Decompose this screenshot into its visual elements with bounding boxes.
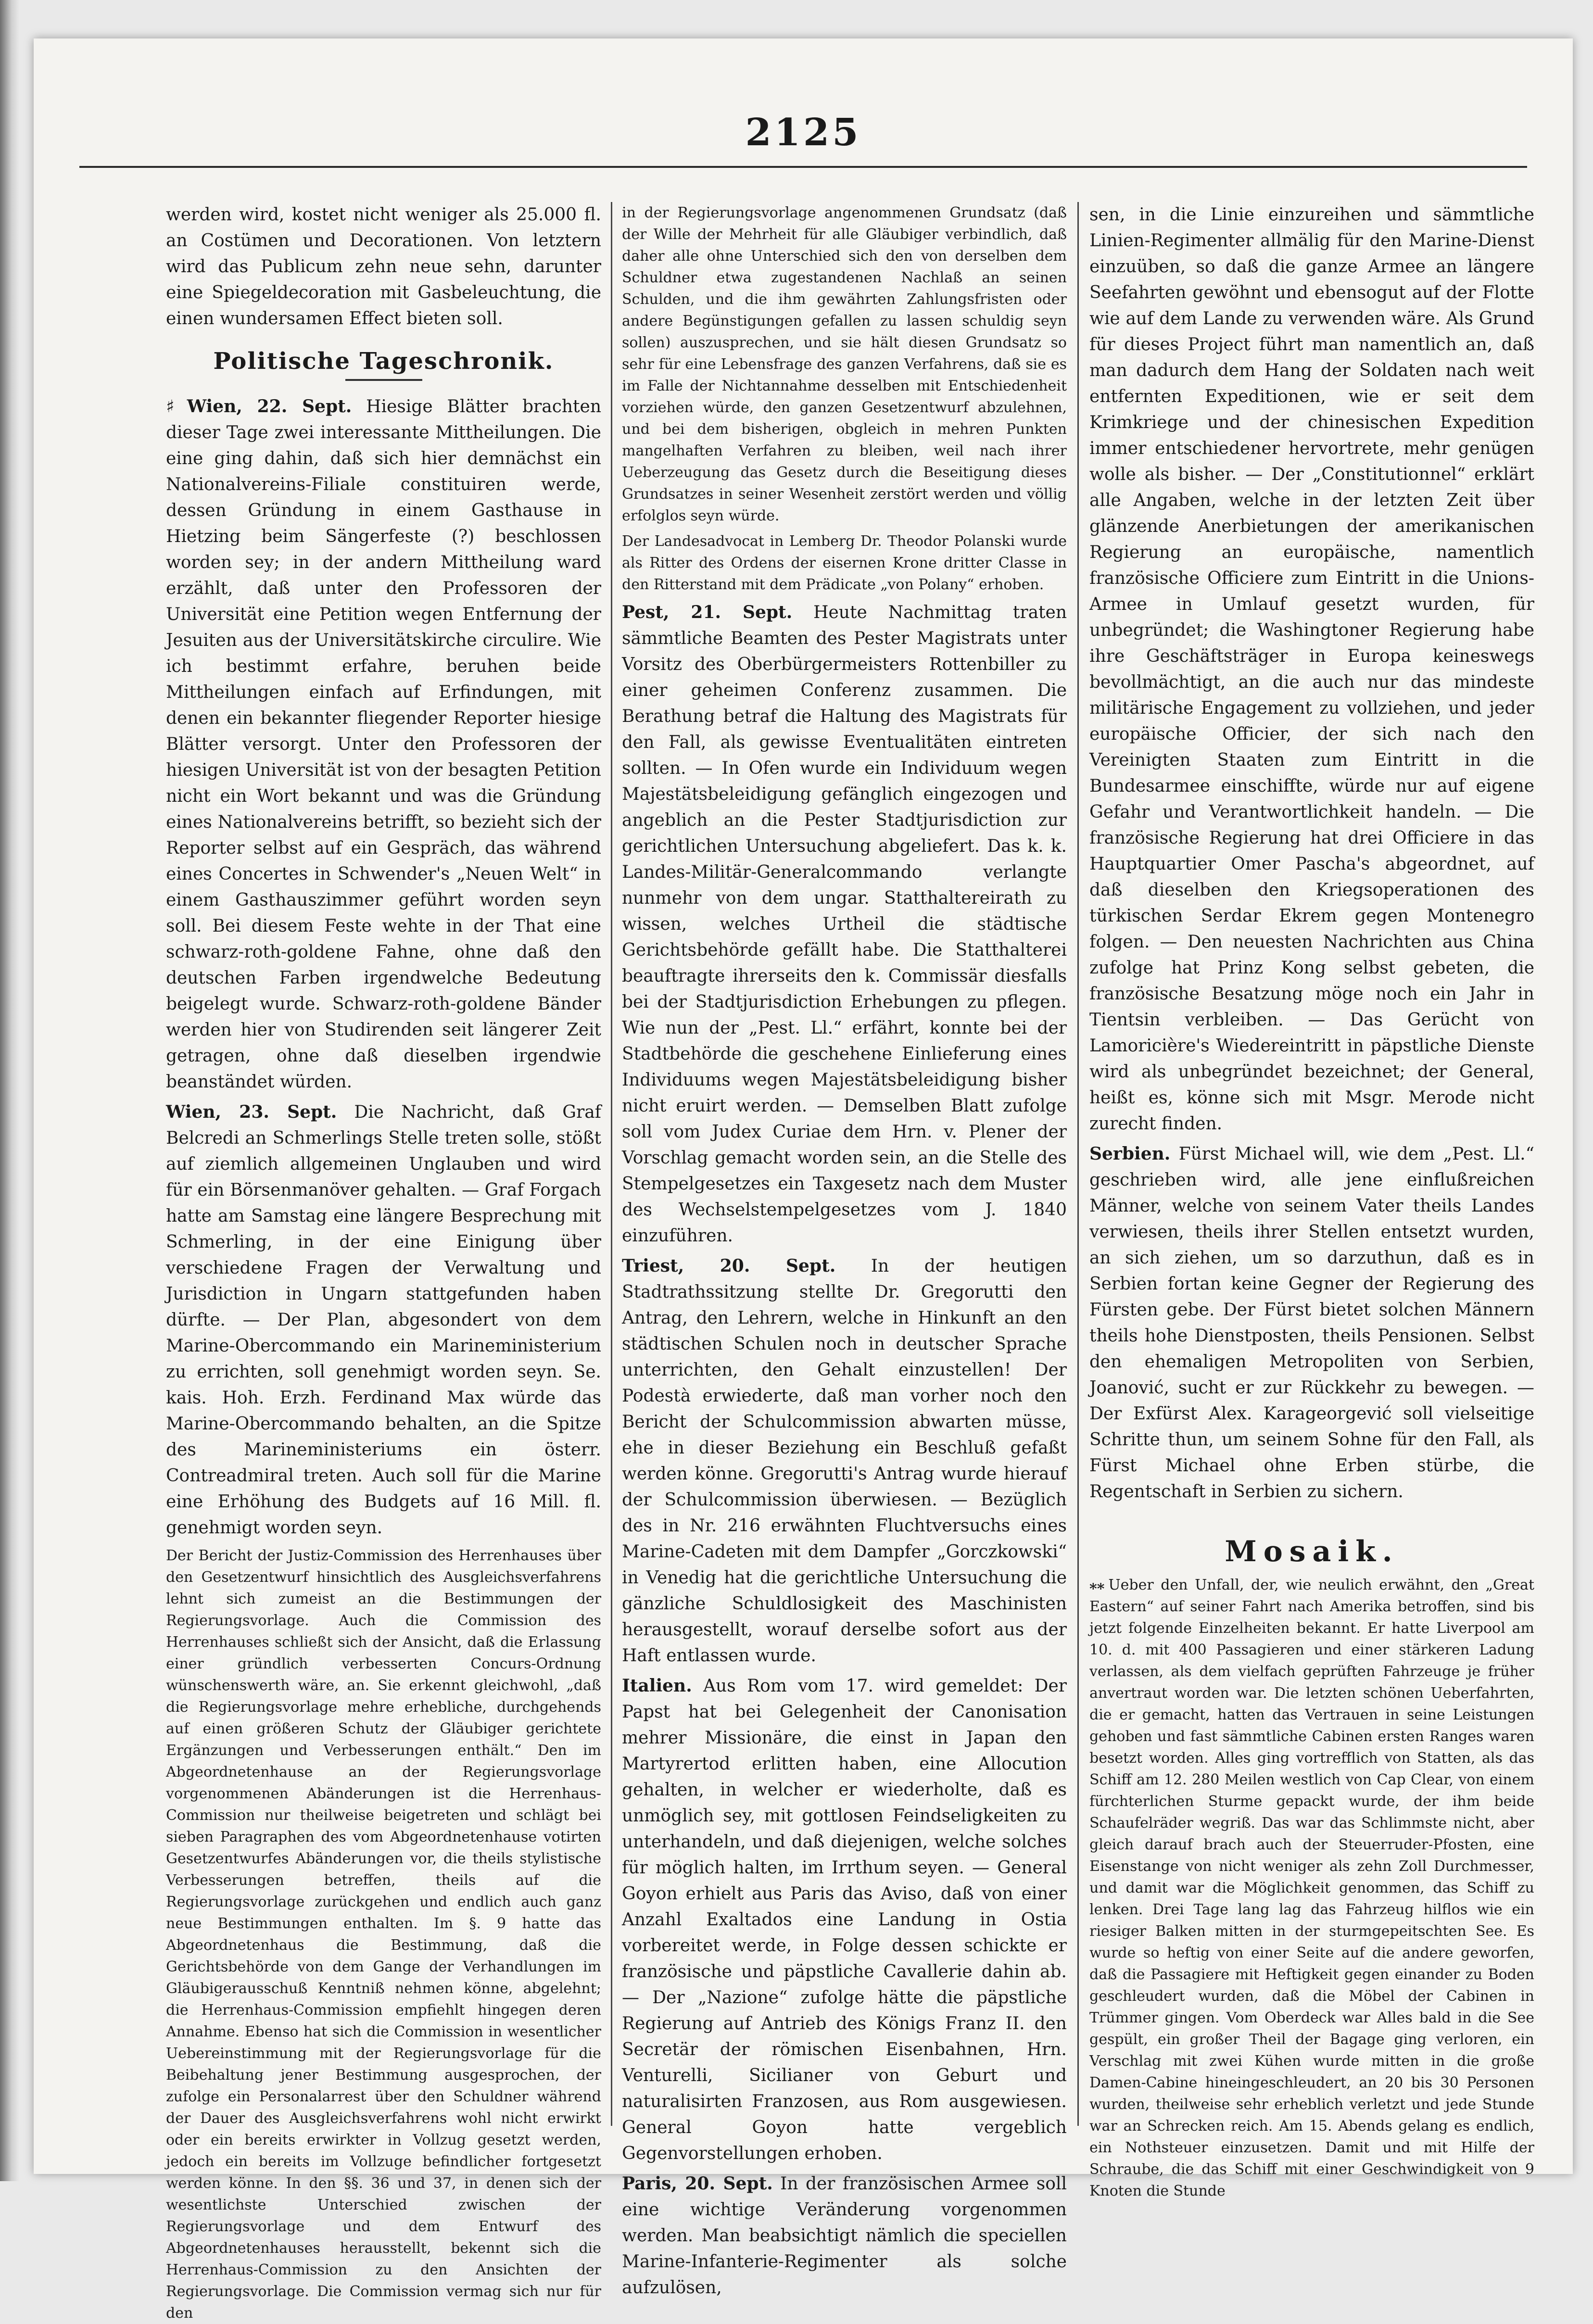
article-justice-commission: Der Bericht der Justiz-Commission des Herrenhauses über den Gesetzentwurf hinsichtlich des Ausgleichsverfahrens lehnt sich zumeist an die Bestimmungen der Regierungsvorlage. Auch die Commission des Herrenhauses schließt sich der Ansicht, daß die Erlassung einer gründlich verbesserten Concurs-Ordnung wünschenswerth wäre, an. Sie erkennt gleichwohl, „daß die Regierungsvorlage mehre erhebliche, durchgehends auf einen größeren Schutz der Gläubiger gerichtete Ergänzungen und Verbesserungen enthält.“ Den im Abgeordnetenhause an der Regierungsvorlage vorgenommenen Abänderungen ist die Herrenhaus-Commission nur theilweise beigetreten und schlägt bei sieben Paragraphen des vom Abgeordnetenhause votirten Gesetzentwurfes Abänderungen vor, die theils stylistische Verbesserungen betreffen, theils auf die Regierungsvorlage zurückgehen und endlich auch ganz neue Bestimmungen enthalten. Im §. 9 hatte das Abgeordnetenhaus die Bestimmung, daß die Gerichtsbehörde von dem Gange der Verhandlungen im Gläubigerausschuß Kenntniß nehmen könne, abgelehnt; die Herrenhaus-Commission empfiehlt hingegen deren Annahme. Ebenso hat sich die Commission in wesentlicher Uebereinstimmung mit der Regierungsvorlage für die Beibehaltung jener Bestimmung ausgesprochen, der zufolge ein Personalarrest über den Schuldner während der Dauer des Ausgleichsverfahrens wohl nicht erwirkt oder ein bereits erwirkter in Vollzug gesetzt werden, jedoch ein bereits im Vollzuge befindlicher fortgesetzt werden könne. In den §§. 36 und 37, in denen sich der wesentlichste Unterschied zwischen der Regierungsvorlage und dem Entwurf des Abgeordnetenhauses herausstellt, bekennt sich die Herrenhaus-Commission zu den Ansichten der Regierungsvorlage. Die Commission vermag sich nur für den <box>166 1547 601 2322</box>
column-3 <box>1089 202 1535 2199</box>
article-wien-22 <box>166 393 601 1095</box>
correspondent-mark: ♯ <box>166 396 183 417</box>
article-body: Aus Rom vom 17. wird gemeldet: Der Papst hat bei Gelegenheit der Canonisation mehrer Missionäre, die einst in Japan den Martyrertod erlitten haben, eine Allocution gehalten, in welcher er wiederholte, daß es unmöglich sey, mit gottlosen Feindseligkeiten zu unterhandeln, und daß diejenigen, welche solches für möglich halten, im Irrthum seyen. — General Goyon erhielt aus Paris das Aviso, daß von einer Anzahl Exaltados eine Landung in Ostia vorbereitet werde, in Folge dessen schickte er französische und päpstliche Cavallerie dahin ab. — Der „Nazione“ zufolge hätte die päpstliche Regierung auf Antrieb des Königs Franz II. den Secretär der römischen Eisenbahnen, Hrn. Venturelli, Sicilianer von Geburt und naturalisirten Franzosen, aus Rom ausgewiesen. General Goyon hatte vergeblich Gegenvorstellungen erhoben. <box>622 1676 1067 2163</box>
asterism-mark: ⁎⁎ <box>1089 1577 1105 1593</box>
article-body: In der heutigen Stadtrathssitzung stellte Dr. Gregorutti den Antrag, den Lehrern, welche in Hinkunft an den städtischen Schulen noch in deutscher Sprache unterrichten, den Gehalt einzustellen! Der Podestà erwiederte, daß man vorher noch den Bericht der Schulcommission abwarten müsse, ehe in dieser Beziehung ein Beschluß gefaßt werden könne. Gregorutti's Antrag wurde hierauf der Schulcommission überwiesen. — Bezüglich des in Nr. 216 erwähnten Fluchtversuchs eines Marine-Cadeten mit dem Dampfer „Gorczkowski“ in Venedig hat die gerichtliche Untersuchung die gänzliche Schuldlosigkeit des Maschinisten herausgestellt, worauf derselbe sofort aus der Haft entlassen wurde. <box>622 1256 1067 1666</box>
article-italien <box>622 1673 1067 2167</box>
page-number: 2125 <box>745 111 861 154</box>
article-justice-commission-continued: in der Regierungsvorlage angenommenen Grundsatz (daß der Wille der Mehrheit für alle Gläubiger verbindlich, daß daher alle ohne Unterschied sich den von derselben dem Schuldner etwa zugestandenen Nachlaß an seinen Schulden, und die ihm gewährten Zahlungsfristen oder andere Begünstigungen gefallen zu lassen schuldig seyn sollen) auszusprechen, und sie hält diesen Grundsatz so sehr für eine Lebensfrage des ganzen Verfahrens, daß sie es im Falle der Nichtannahme desselben mit Entschiedenheit vorziehen würde, den ganzen Gesetzentwurf abzulehnen, und bei dem bisherigen, obgleich in mehren Punkten mangelhaften Verfahren zu bleiben, weil nach ihrer Ueberzeugung das Gesetz durch die Beseitigung dieses Grundsatzes in seiner Wesenheit zerstört werden und völlig erfolglos seyn würde. <box>622 204 1067 524</box>
section-title-politics: Politische Tageschronik. <box>213 348 554 375</box>
article-body: Heute Nachmittag traten sämmtliche Beamten des Pester Magistrats unter Vorsitz des Oberbürgermeisters Rottenbiller zu einer geheimen Conferenz zusammen. Die Berathung betraf die Haltung des Magistrats für den Fall, als gewisse Eventualitäten eintreten sollten. — In Ofen wurde ein Individuum wegen Majestätsbeleidigung gefänglich eingezogen und angeblich an die Pester Stadtjurisdiction zur gerichtlichen Untersuchung abgeliefert. Das k. k. Landes-Militär-Generalcommando verlangte nunmehr von dem ungar. Statthaltereirath zu wissen, welches Urtheil die städtische Gerichtsbehörde gefällt habe. Die Statthalterei beauftragte ihrerseits den k. Commissär diesfalls bei der Stadtjurisdiction Erhebungen zu pflegen. Wie nun der „Pest. Ll.“ erfährt, konnte bei der Stadtbehörde die geschehene Einlieferung eines Individuums wegen Majestätsbeleidigung bisher nicht eruirt werden. — Demselben Blatt zufolge soll vom Judex Curiae dem Hrn. v. Plener der Vorschlag gemacht worden sein, an die Stelle des Stempelgesetzes ein Taxgesetz nach dem Muster des Wechselstempelgesetzes vom J. 1840 einzuführen. <box>622 603 1067 1246</box>
newspaper-page <box>34 38 1573 2322</box>
scan-edge-shadow <box>0 0 19 2181</box>
article-paris <box>622 2171 1067 2301</box>
section-title-mosaik: Mosaik. <box>1225 1535 1399 1568</box>
header-rule <box>79 166 1527 168</box>
article-great-eastern <box>1089 1574 1534 2202</box>
dateline: Triest, 20. Sept. <box>622 1256 836 1276</box>
article-body: In der französischen Armee soll eine wichtige Veränderung vorgenommen werden. Man beabsichtigt nämlich die speciellen Marine-Infanterie-Regimenter als solche aufzulösen, <box>622 2174 1067 2298</box>
article-serbien <box>1089 1141 1534 1505</box>
article-triest <box>622 1253 1067 1669</box>
theatre-intro-paragraph: werden wird, kostet nicht weniger als 25.000 fl. an Costümen und Decorationen. Von letztern wird das Publicum zehn neue sehn, darunter eine Spiegeldecoration mit Gasbeleuchtung, die einen wundersamen Effect bieten soll. <box>166 205 601 328</box>
dateline: Wien, 23. Sept. <box>166 1102 337 1122</box>
dateline: Paris, 20. Sept. <box>622 2173 773 2194</box>
article-pest <box>622 599 1067 1249</box>
article-paris-continued: sen, in die Linie einzureihen und sämmtliche Linien-Regimenter allmälig für den Marine-Dienst einzuüben, so daß die ganze Armee an längere Seefahrten gewöhnt und ebensogut auf der Flotte wie auf dem Lande zu verwenden wäre. Als Grund für dieses Project führt man namentlich an, daß man dadurch dem Hang der Soldaten nach weit entfernten Expeditionen, wie er seit dem Krimkriege und der chinesischen Expedition immer entschiedener hervortrete, mehr genügen wolle als bisher. — Der „Constitutionnel“ erklärt alle Angaben, welche in der letzten Zeit über glänzende Anerbietungen der amerikanischen Regierung an europäische, namentlich französische Officiere zum Eintritt in die Unions-Armee in Umlauf gesetzt wurden, für unbegründet; die Washingtoner Regierung habe ihre Geschäftsträger in Europa keineswegs bevollmächtigt, an die auch nur das mindeste militärische Engagement zu vollziehen, und jeder europäische Officier, der sich nach den Vereinigten Staaten zum Eintritt in die Bundesarmee einschiffte, würde nur auf eigene Gefahr und Verantwortlichkeit handeln. — Die französische Regierung hat drei Officiere in das Hauptquartier Omer Pascha's abgeordnet, auf daß dieselben den Kriegsoperationen des türkischen Serdar Ekrem gegen Montenegro folgen. — Den neuesten Nachrichten aus China zufolge hat Prinz Kong selbst gebeten, die französische Besatzung möge noch ein Jahr in Tientsin verbleiben. — Das Gerücht von Lamoricière's Wiedereintritt in päpstliche Dienste wird als unbegründet bezeichnet; der General, heißt es, könne sich mit Msgr. Merode nicht zurecht finden. <box>1089 205 1534 1134</box>
article-body: Die Nachricht, daß Graf Belcredi an Schmerlings Stelle treten solle, stößt auf ziemlich allgemeinen Unglauben und wird für ein Börsenmanöver gehalten. — Graf Forgach hatte am Samstag eine längere Besprechung mit Schmerling, in der eine Einigung über verschiedene Fragen der Verwaltung und Jurisdiction in Ungarn stattgefunden haben dürfte. — Der Plan, abgesondert von dem Marine-Obercommando ein Marineministerium zu errichten, soll genehmigt worden seyn. Se. kais. Hoh. Erzh. Ferdinand Max würde das Marine-Obercommando behalten, an die Spitze des Marineministeriums ein österr. Contreadmiral treten. Auch soll für die Marine eine Erhöhung des Budgets auf 16 Mill. fl. genehmigt worden seyn. <box>166 1102 601 1538</box>
article-body: Fürst Michael will, wie dem „Pest. Ll.“ geschrieben wird, alle jene einflußreichen Männer, welche von seinem Vater theils Landes verwiesen, theils ihrer Stellen entsetzt wurden, an sich ziehen, um so darzuthun, daß es in Serbien fortan keine Gegner der Regierung des Fürsten gebe. Der Fürst bietet solchen Männern theils hohe Dienstposten, theils Pensionen. Selbst den ehemaligen Metropoliten von Serbien, Joanović, sucht er zur Rückkehr zu bewegen. — Der Exfürst Alex. Karageorgević soll vielseitige Schritte thun, um seinem Sohne für den Fall, als Fürst Michael ohne Erben stürbe, die Regentschaft in Serbien zu sichern. <box>1089 1144 1535 1502</box>
column-divider-1 <box>611 202 612 2126</box>
article-body: Ueber den Unfall, der, wie neulich erwähnt, den „Great Eastern“ auf seiner Fahrt nach Amerika betroffen, sind bis jetzt folgende Einzelheiten bekannt. Er hatte Liverpool am 10. d. mit 400 Passagieren und einer stärkeren Ladung verlassen, als dem vielfach geprüften Fahrzeuge je früher anvertraut worden war. Die letzten schönen Ueberfahrten, die er gemacht, hatten das Vertrauen in seine Leistungen gehoben und fast sämmtliche Cabinen ersten Ranges waren besetzt worden. Alles ging vortrefflich von Statten, als das Schiff am 12. 280 Meilen westlich von Cap Clear, von einem fürchterlichen Sturme gepackt wurde, der ihm beide Schaufelräder wegriß. Das war das Schlimmste nicht, aber gleich darauf brach auch der Steuerruder-Pfosten, eine Eisenstange von nicht weniger als zehn Zoll Durchmesser, und damit war die Möglichkeit genommen, das Schiff zu lenken. Drei Tage lang lag das Fahrzeug hilflos wie ein riesiger Balken mitten in der sturmgepeitschten See. Es wurde so heftig von einer Seite auf die andere geworfen, daß die Passagiere mit Heftigkeit gegen einander zu Boden geschleudert wurden, daß die Möbel der Cabinen in Trümmer gingen. Vom Oberdeck war Alles bald in die See gespült, ein großer Theil der Bagage ging verloren, ein Verschlag mit zwei Kühen wurde mitten in die große Damen-Cabine hineingeschleudert, an 20 bis 30 Personen wurden, theilweise sehr erheblich verletzt und jede Stunde war an Schrecken reich. Am 15. Abends gelang es endlich, ein Nothsteuer einzusetzen. Damit und mit Hilfe der Schraube, die das Schiff mit einer Geschwindigkeit von 9 Knoten die Stunde <box>1089 1577 1534 2199</box>
column-divider-2 <box>1077 202 1079 2126</box>
dateline: Wien, 22. Sept. <box>187 396 352 417</box>
dateline: Pest, 21. Sept. <box>622 602 793 622</box>
section-title-rule <box>345 379 422 381</box>
article-body: Hiesige Blätter brachten dieser Tage zwei interessante Mittheilungen. Die eine ging dahin, daß sich hier demnächst ein Nationalvereins-Filiale constituiren werde, dessen Gründung in einem Gasthause in Hietzing beim Sängerfeste (?) beschlossen worden sey; in der andern Mittheilung ward erzählt, daß unter den Professoren der Universität eine Petition wegen Entfernung der Jesuiten aus der Universitätskirche circulire. Wie ich bestimmt erfahre, beruhen beide Mittheilungen einfach auf Erfindungen, mit denen ein bekannter fliegender Reporter hiesige Blätter versorgt. Unter den Professoren der hiesigen Universität ist von der besagten Petition nicht ein Wort bekannt und was die Gründung eines Nationalvereins betrifft, so bezieht sich der Reporter selbst auf ein Gespräch, das während eines Concertes in Schwender's „Neuen Welt“ in einem Gasthauszimmer geführt worden seyn soll. Bei diesem Feste wehte in der That eine schwarz-roth-goldene Fahne, ohne daß den deutschen Farben irgendwelche Bedeutung beigelegt wurde. Schwarz-roth-goldene Bänder werden hier von Studirenden seit längerer Zeit getragen, ohne daß dieselben irgendwie beanständet würden. <box>166 397 601 1092</box>
dateline: Serbien. <box>1089 1144 1171 1164</box>
dateline: Italien. <box>622 1676 692 1696</box>
column-2 <box>622 202 1067 2298</box>
column-1 <box>166 202 601 2322</box>
article-polanski: Der Landesadvocat in Lemberg Dr. Theodor Polanski wurde als Ritter des Ordens der eisernen Krone dritter Classe in den Ritterstand mit dem Prädicate „von Polany“ erhoben. <box>622 533 1067 593</box>
article-wien-23 <box>166 1099 601 1541</box>
